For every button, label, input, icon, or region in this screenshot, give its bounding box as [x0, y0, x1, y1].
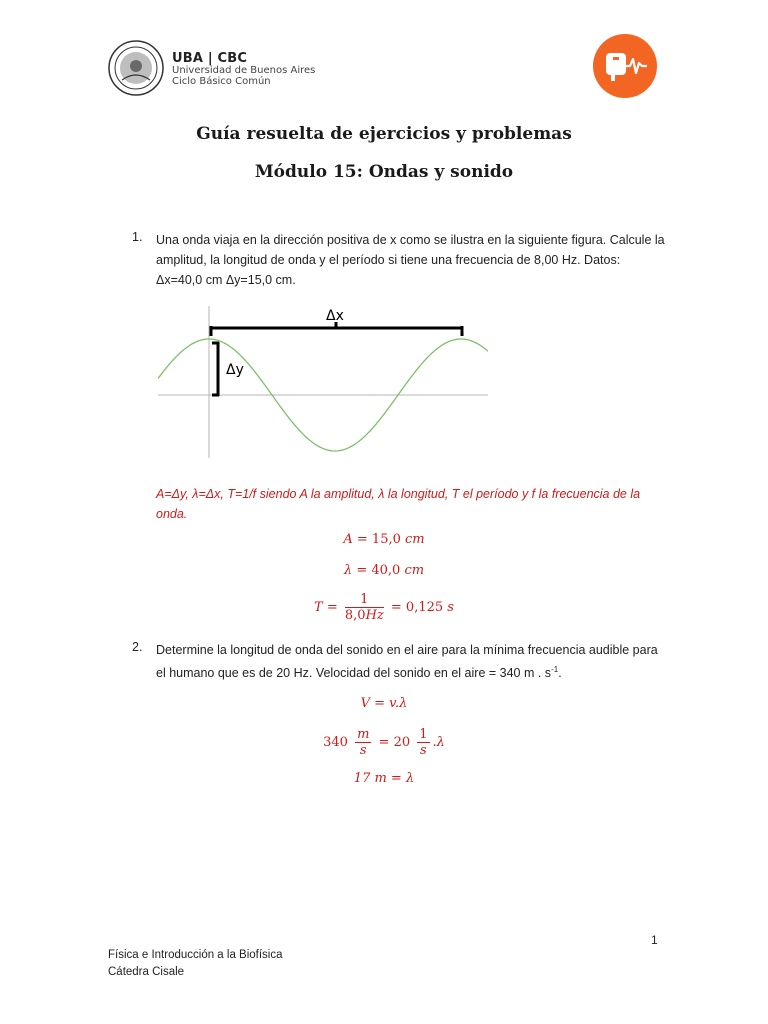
footer-course: Física e Introducción a la Biofísica [108, 949, 283, 961]
footer-chair: Cátedra Cisale [108, 966, 185, 978]
problem-1-answer: A=Δy, λ=Δx, T=1/f siendo A la amplitud, λ la longitud, T el período y f la frecuencia de la onda. [156, 487, 641, 521]
problem-2-text: Determine la longitud de onda del sonido en el aire para la mínima frecuencia audible para el humano que es de 20 Hz. Velocidad del sonido en el aire = 340 m . $s^{-1}$. [156, 643, 658, 681]
m-over-s-fraction: $\frac{m}{s}$ [357, 727, 370, 758]
equation-period: T = $\frac{1}{8,0Hz}$ = 0,125 s [314, 592, 454, 623]
cycle-name: Ciclo Básico Común [172, 76, 271, 87]
dx-bracket [210, 322, 463, 336]
university-name: Universidad de Buenos Aires [172, 65, 316, 76]
equation-amplitude: A = 15,0 cm [343, 532, 425, 547]
page-number: 1 [651, 933, 658, 947]
problem-1-number: 1. [132, 230, 143, 244]
equation-wavelength: λ = 40,0 cm [343, 563, 425, 578]
guide-title: Guía resuelta de ejercicios y problemas [196, 124, 572, 144]
uba-cbc-title: UBA | CBC [172, 51, 248, 66]
university-seal-icon [108, 40, 164, 96]
dy-bracket [212, 342, 219, 396]
biophysics-logo-icon [592, 33, 658, 99]
problem-2-number: 2. [132, 640, 143, 654]
period-fraction: $\frac{1}{8,0Hz}$ [344, 592, 384, 623]
equation-velocity: V = v.λ [360, 696, 408, 711]
wave-figure [158, 302, 488, 462]
problem-1-text: Una onda viaja en la dirección positiva de x como se ilustra en la siguiente figura. Calcule la amplitud, la longitud de onda y el período si tiene una frecuencia de 8,00 Hz. Datos: Δx=40,0 cm Δy=15,0 cm. [156, 233, 665, 287]
equation-result: 17 m = λ [353, 771, 415, 786]
dy-label: Δy [226, 362, 244, 378]
dx-label: Δx [326, 308, 344, 324]
module-title: Módulo 15: Ondas y sonido [254, 162, 514, 182]
equation-substitution: 340 $\frac{m}{s}$ = 20 $\frac{1}{s}$ .λ [323, 727, 445, 758]
one-over-s-fraction: $\frac{1}{s}$ [419, 727, 428, 758]
